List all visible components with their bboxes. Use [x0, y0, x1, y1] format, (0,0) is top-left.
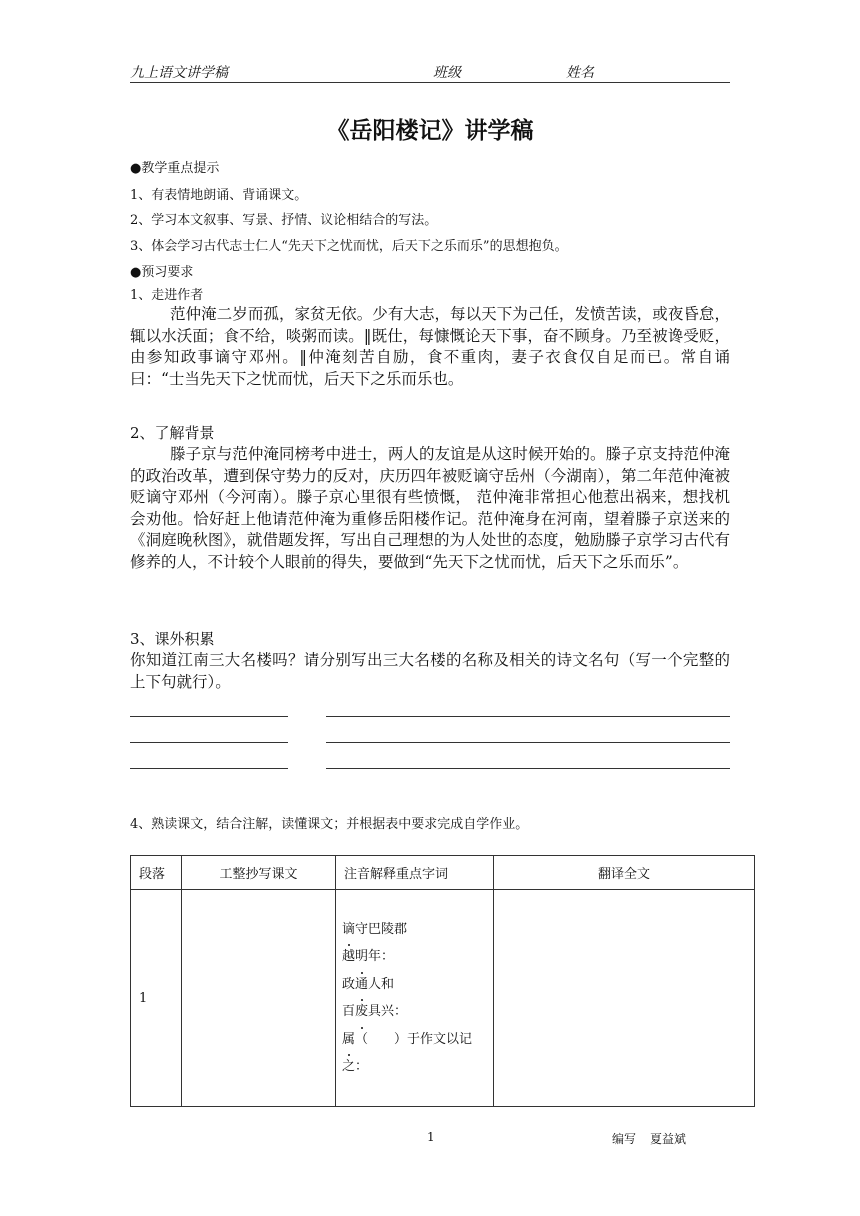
keyword-2: 越明年：	[336, 943, 493, 971]
header-course: 九上语文讲学稿	[130, 65, 228, 81]
col-translation: 翻译全文	[494, 856, 755, 890]
col-copy-text: 工整抄写课文	[182, 856, 336, 890]
page-number: 1	[427, 1130, 435, 1144]
keyword-6: 之：	[342, 1059, 369, 1074]
answer-line-poem-3[interactable]	[326, 768, 730, 769]
author-heading: 1、走进作者	[130, 288, 204, 303]
col-paragraph: 段落	[131, 856, 182, 890]
teaching-point-3: 3、体会学习古代志士仁人“先天下之忧而忧，后天下之乐而乐”的思想抱负。	[130, 239, 568, 254]
keyword-3: 政通人和	[336, 971, 493, 999]
header-divider	[130, 82, 730, 83]
answer-line-name-3[interactable]	[130, 768, 288, 769]
keyword-4: 百废具兴：	[336, 998, 493, 1026]
answer-line-name-1[interactable]	[130, 716, 288, 717]
keyword-1: 谪守巴陵郡	[336, 916, 493, 944]
teaching-point-2: 2、学习本文叙事、写景、抒情、议论相结合的写法。	[130, 213, 438, 228]
table-header-row	[131, 856, 755, 890]
header-class-label: 班级	[433, 65, 461, 81]
keyword-5: 属（ ）于作文以记	[336, 1026, 493, 1054]
header-name-label: 姓名	[566, 65, 594, 81]
answer-line-poem-1[interactable]	[326, 716, 730, 717]
author-text: 范仲淹二岁而孤，家贫无依。少有大志，每以天下为己任，发愤苦读，或夜昏怠，辄以水沃面；食不给，啖粥而读。‖既仕，每慷慨论天下事，奋不顾身。乃至被谗受贬，由参知政事谪守邓州。‖仲淹刻苦自励，食不重肉，妻子衣食仅自足而已。常自诵曰：“士当先天下之忧而忧，后天下之乐而乐也。	[130, 305, 730, 388]
answer-line-name-2[interactable]	[130, 742, 288, 743]
background-text: 滕子京与范仲淹同榜考中进士，两人的友谊是从这时候开始的。滕子京支持范仲淹的政治改革，遭到保守势力的反对，庆历四年被贬谪守岳州（今湖南），第二年范仲淹被贬谪守邓州（今河南）。滕子京心里很有些愤慨， 范仲淹非常担心他惹出祸来，想找机会劝他。恰好赶上他请范仲淹为重修岳阳楼作记。范仲淹身在河南，望着滕子京送来的《洞庭晚秋图》，就借题发挥，写出自己理想的为人处世的态度，勉励滕子京学习古代有修养的人，不计较个人眼前的得失，要做到“先天下之忧而忧，后天下之乐而乐”。	[130, 445, 730, 571]
answer-line-poem-2[interactable]	[326, 742, 730, 743]
background-paragraph	[130, 444, 730, 573]
copy-text-cell[interactable]	[182, 890, 336, 1107]
table-row	[131, 890, 755, 1107]
author-paragraph	[130, 304, 730, 390]
teaching-points-heading: ●教学重点提示	[130, 161, 220, 176]
task-4: 4、熟读课文，结合注解，读懂课文；并根据表中要求完成自学作业。	[130, 817, 529, 832]
row-paragraph-number: 1	[131, 890, 182, 1107]
extra-heading: 3、课外积累	[130, 630, 215, 648]
col-keywords: 注音解释重点字词	[336, 856, 494, 890]
background-heading: 2、了解背景	[130, 424, 215, 442]
study-table	[130, 855, 755, 1107]
editor-label: 编写	[612, 1132, 637, 1146]
teaching-point-1: 1、有表情地朗诵、背诵课文。	[130, 188, 308, 203]
keywords-cell	[336, 890, 494, 1107]
translation-cell[interactable]	[494, 890, 755, 1107]
editor-name: 夏益斌	[650, 1132, 687, 1146]
extra-question: 你知道江南三大名楼吗？请分别写出三大名楼的名称及相关的诗文名句（写一个完整的上下句就行）。	[130, 651, 730, 691]
page-title: 《岳阳楼记》讲学稿	[326, 118, 534, 144]
preview-heading: ●预习要求	[130, 265, 194, 280]
